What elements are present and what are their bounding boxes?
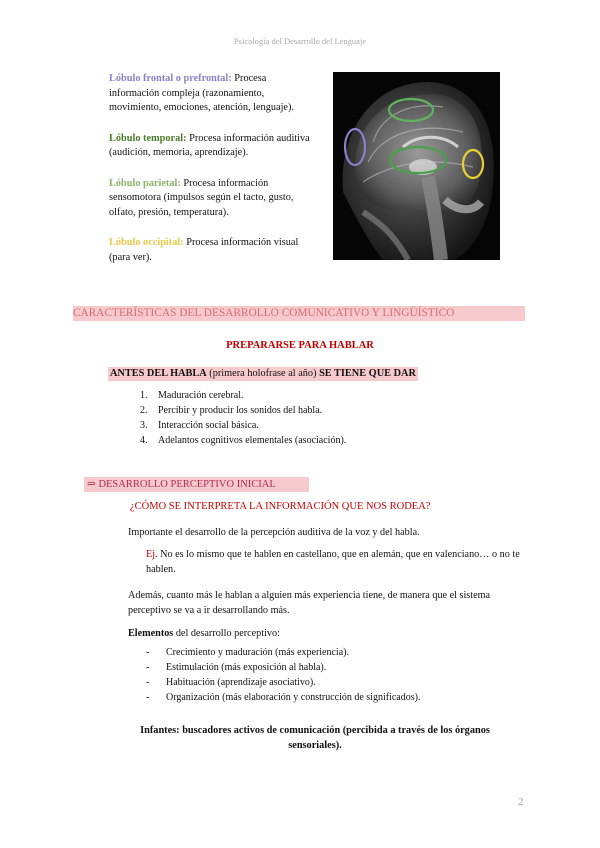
lobe-parietal-name: Lóbulo parietal:	[109, 177, 181, 189]
lobe-frontal	[109, 72, 314, 116]
paragraph-experience: Además, cuanto más le hablan a alguien más experiencia tiene, de manera que el sistema perceptivo se va a ir desarrollando más.	[128, 590, 491, 616]
list-text: Organización (más elaboración y construcción de significados).	[166, 692, 421, 703]
list-dash: -	[146, 677, 150, 688]
list-number: 4.	[140, 435, 148, 446]
antes-middle: (primera holofrase al año)	[206, 368, 320, 379]
list-dash: -	[146, 662, 150, 673]
antes-heading	[108, 367, 418, 381]
list-item	[140, 403, 346, 418]
list-text: Interacción social básica.	[158, 420, 259, 431]
antes-suffix: SE TIENE QUE DAR	[319, 368, 416, 379]
list-item	[146, 690, 420, 705]
list-item	[140, 433, 346, 448]
list-item	[140, 418, 346, 433]
list-item	[140, 388, 346, 403]
lobe-frontal-name: Lóbulo frontal o prefrontal:	[109, 73, 232, 84]
list-text: Percibir y producir los sonidos del habla.	[158, 405, 323, 416]
elements-bold: Elementos	[128, 628, 174, 639]
list-text: Habituación (aprendizaje asociativo).	[166, 677, 316, 688]
lobe-occipital-name: Lóbulo occipital:	[109, 237, 184, 248]
lobe-frontal-text: Procesa información compleja (razonamiento, movimiento, emociones, atención, lenguaje).	[109, 73, 295, 113]
elements-list	[146, 645, 420, 705]
example-label: Ej.	[146, 549, 158, 560]
lobe-temporal	[109, 132, 314, 161]
list-number: 1.	[140, 390, 148, 401]
lobes-list	[109, 72, 314, 281]
requirements-list	[140, 388, 346, 448]
paragraph-perception: Importante el desarrollo de la percepción auditiva de la voz y del habla.	[128, 527, 420, 538]
infantes-statement: Infantes: buscadores activos de comunicación (percibida a través de los órganos sensoriales).	[140, 725, 490, 751]
lobe-occipital-text: Procesa información visual (para ver).	[109, 237, 299, 263]
lobe-parietal-text: Procesa información sensomotora (impulsos según el tacto, gusto, olfato, presión, temperatura).	[109, 177, 294, 218]
list-dash: -	[146, 692, 150, 703]
perceptivo-heading	[84, 477, 309, 492]
question-heading: ¿CÓMO SE INTERPRETA LA INFORMACIÓN QUE NOS RODEA?	[130, 501, 431, 512]
list-number: 3.	[140, 420, 148, 431]
subtitle: PREPARARSE PARA HABLAR	[226, 340, 374, 351]
elements-heading	[128, 628, 280, 639]
page-header: Psicología del Desarrollo del Lenguaje	[233, 36, 367, 46]
page-number: 2	[518, 796, 524, 808]
arrow-icon: ⇒	[87, 479, 96, 490]
brain-mri-image	[333, 72, 500, 260]
lobe-temporal-name: Lóbulo temporal:	[109, 132, 187, 144]
lobe-occipital	[109, 236, 314, 265]
list-item	[146, 660, 420, 675]
elements-rest: del desarrollo perceptivo:	[173, 628, 280, 639]
list-dash: -	[146, 647, 150, 658]
lobe-temporal-text: Procesa información auditiva (audición, memoria, aprendizaje).	[109, 132, 310, 158]
example-text: No es lo mismo que te hablen en castellano, que en alemán, que en valenciano… o no te hablen.	[146, 549, 520, 575]
list-text: Crecimiento y maduración (más experiencia).	[166, 647, 349, 658]
list-text: Adelantos cognitivos elementales (asociación).	[158, 435, 347, 446]
lobe-parietal	[109, 177, 314, 221]
list-text: Estimulación (más exposición al habla).	[166, 662, 327, 673]
list-item	[146, 675, 420, 690]
list-text: Maduración cerebral.	[158, 390, 244, 401]
antes-prefix: ANTES DEL HABLA	[110, 368, 207, 379]
list-item	[146, 645, 420, 660]
list-number: 2.	[140, 405, 148, 416]
perceptivo-title: DESARROLLO PERCEPTIVO INICIAL	[95, 479, 276, 490]
section-title: CARACTERÍSTICAS DEL DESARROLLO COMUNICATIVO Y LINGÜÍSTICO	[73, 306, 525, 321]
example-paragraph	[146, 547, 531, 577]
